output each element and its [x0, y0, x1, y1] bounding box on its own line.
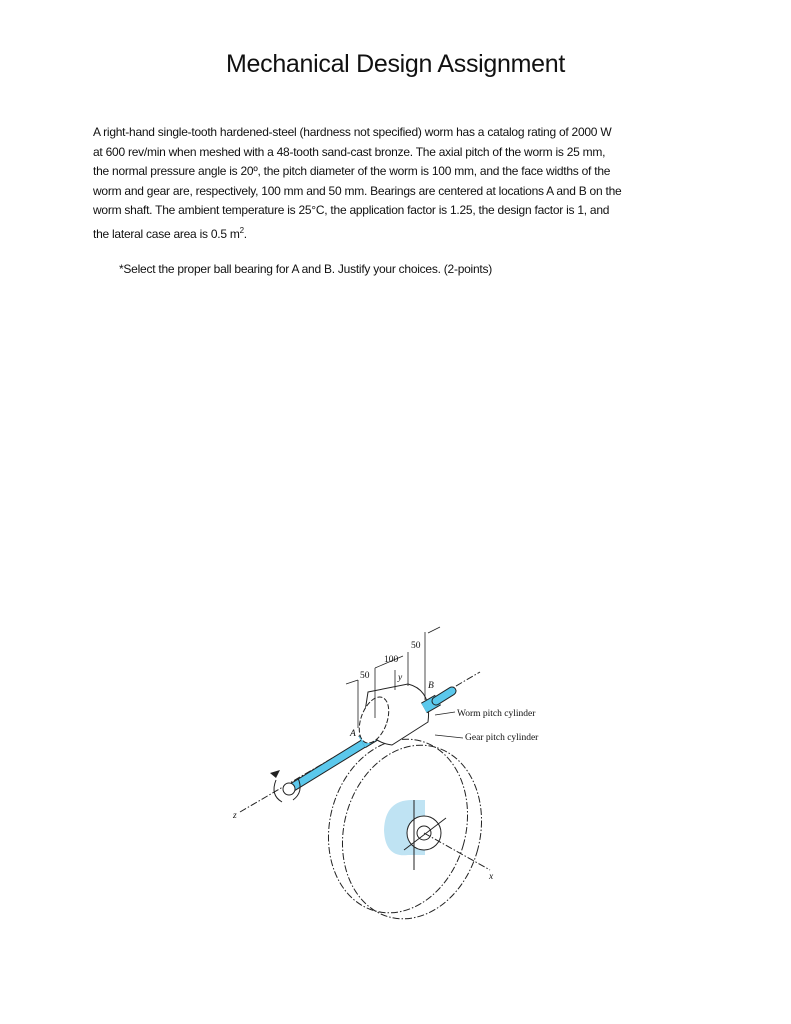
paragraph-line: worm shaft. The ambient temperature is 25°C, the application factor is 1.25, the design factor is 1, and — [93, 203, 610, 218]
paragraph-line: at 600 rev/min when meshed with a 48-tooth sand-cast bronze. The axial pitch of the worm is 25 mm, — [93, 144, 606, 159]
period: . — [243, 226, 247, 241]
bearing-b-label: B — [428, 681, 434, 691]
paragraph-line: A right-hand single-tooth hardened-steel (hardness not specified) worm has a catalog rating of 2000 W — [93, 125, 612, 139]
paragraph-line: worm and gear are, respectively, 100 mm and 50 mm. Bearings are centered at locations A and B on the — [93, 183, 622, 198]
bearing-a-label: A — [350, 729, 356, 739]
axis-y-label: y — [398, 673, 403, 683]
bearing-b-shaft — [424, 691, 452, 708]
line-text: the lateral case area is 0.5 m — [93, 226, 240, 241]
page-title: Mechanical Design Assignment — [225, 50, 565, 78]
dimension-100: 100 — [384, 655, 399, 665]
axis-z-label: z — [233, 811, 237, 821]
dimension-50-left: 50 — [360, 671, 370, 681]
task-question: *Select the proper ball bearing for A and B. Justify your choices. (2-points) — [119, 262, 492, 276]
dimension-50-right: 50 — [411, 641, 421, 651]
axis-x-label: x — [489, 872, 494, 882]
gear-pitch-cylinder-label: Gear pitch cylinder — [465, 733, 539, 743]
paragraph-line: the normal pressure angle is 20º, the pitch diameter of the worm is 100 mm, and the face widths of the — [93, 164, 611, 179]
gear-hub — [384, 800, 490, 870]
worm-pitch-cylinder — [354, 684, 429, 747]
superscript: 2 — [239, 225, 244, 235]
worm-pitch-cylinder-label: Worm pitch cylinder — [457, 709, 536, 719]
